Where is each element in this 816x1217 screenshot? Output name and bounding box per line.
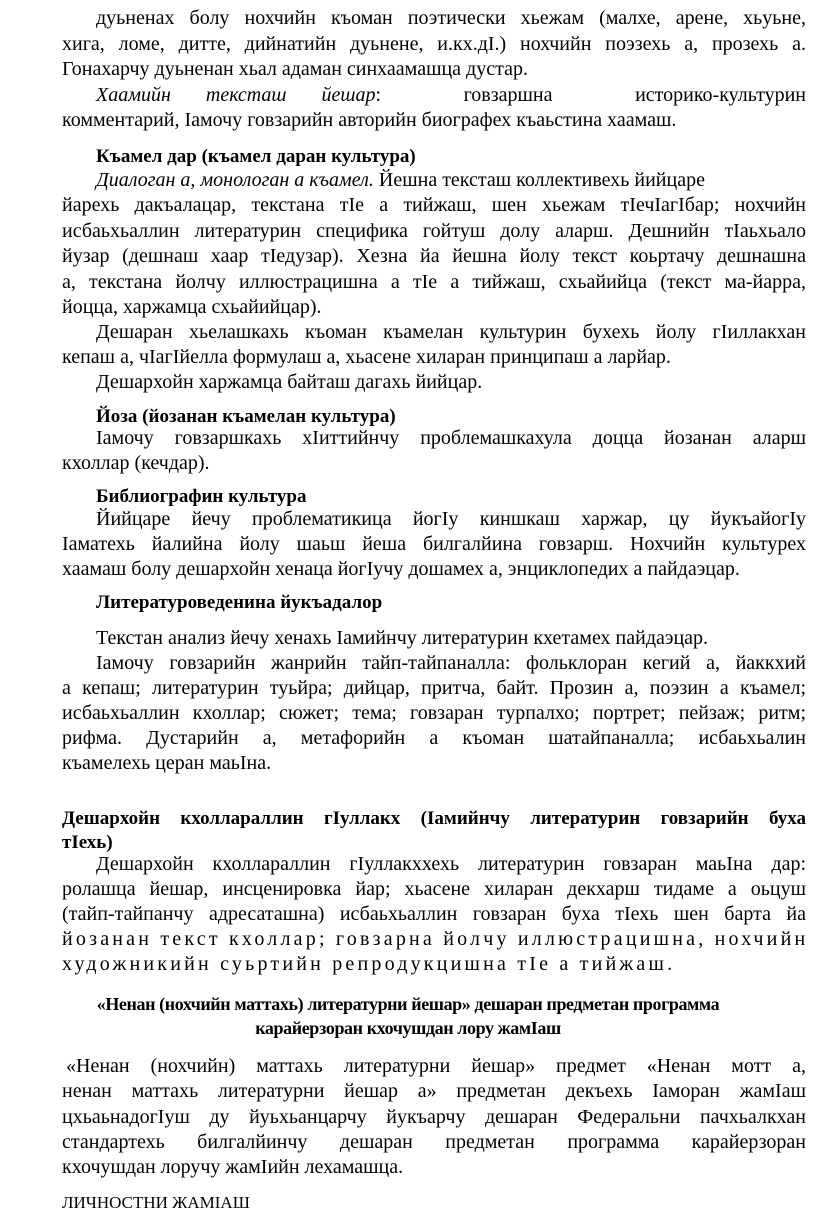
- line-text: : говзаршна историко-культурин: [375, 83, 806, 106]
- paragraph-line: кхочушдан лоручу жамIийн лехамашца.: [62, 1155, 404, 1178]
- section-heading: ЛИЧНОСТНИ ЖАМIАШ: [62, 1193, 250, 1212]
- paragraph-line: «Ненан (нохчийн) маттахь литературни йешар» предмет «Ненан мотт а,: [66, 1055, 806, 1078]
- paragraph-line: а кепаш; литературин туьйра; дийцар, притча, байт. Прозин а, поэзин а къамел;: [62, 676, 806, 699]
- paragraph-line: Йийцаре йечу проблематикица йогIу киншкаш харжар, цу йукъайогIу: [96, 507, 806, 530]
- paragraph-line: йузар (дешнаш хаар тIедузар). Хезна йа йешна йолу текст коьртачу дешнашна: [62, 244, 806, 267]
- paragraph-line: хига, ломе, дитте, дийнатийн дуьнене, и.кх.дI.) нохчийн поэзехь а, прозехь а.: [62, 32, 806, 55]
- paragraph-line: ненан маттахь литературни йешар а» предметан декъехь Iаморан жамIаш: [62, 1080, 806, 1103]
- paragraph-line: Iамочу говзарийн жанрийн тайп-тайпаналла: фольклоран кегий а, йаккхий: [96, 651, 806, 674]
- paragraph-line: кепаш а, чIагIйелла формулаш а, хьасене хиларан принципаш а ларйар.: [62, 345, 671, 368]
- section-heading: Дешархойн кхоллараллин гIуллакх (Iамийнчу литературин говзарийн буха: [62, 808, 806, 829]
- italic-term: Диалоган а, монологан а къамел.: [96, 169, 374, 192]
- paragraph-line: исбаьхьаллин кхоллар; сюжет; тема; говзаран турпалхо; портрет; пейзаж; ритм;: [62, 702, 806, 724]
- paragraph-line: художникийн суьртийн репродукцишна тIе а тийжаш.: [62, 953, 676, 975]
- paragraph-line: йозанан текст кхоллар; говзарна йолчу иллюстрацишна, нохчийн: [62, 927, 809, 950]
- paragraph-line: [96, 168, 806, 193]
- section-heading: Къамел дар (къамел даран культура): [96, 146, 416, 168]
- paragraph-line: рифма. Дустарийн а, метафорийн а къоман шатайпаналла; исбаьхьалин: [62, 727, 806, 750]
- paragraph-line: ролашца йешар, инсценировка йар; хьасене хиларан декхарш тидаме а оьцуш: [62, 877, 806, 900]
- paragraph-line: йоцца, харжамца схьайийцар).: [62, 295, 322, 318]
- italic-term: Хаамийн тексташ йешар: [96, 83, 376, 106]
- paragraph-line: Дешархойн кхоллараллин гIуллакххехь литературин говзаран маьIна дар:: [96, 852, 806, 875]
- paragraph-line: хаамаш болу дешархойн хенаца йогIучу дошамех а, энциклопедих а пайдаэцар.: [62, 557, 740, 580]
- paragraph-line: къамелехь церан маьIна.: [62, 752, 272, 775]
- section-heading: Литературоведенина йукъадалор: [96, 592, 383, 614]
- section-heading: тIехь): [62, 832, 113, 854]
- paragraph-line: йарехь дакъалацар, текстана тIе а тийжаш, шен хьежам тIечIагIбар; нохчийн: [62, 194, 806, 217]
- paragraph-line: исбаьхьаллин литературин специфика гойтуш долу аларш. Дешнийн тIаьхьало: [62, 219, 806, 242]
- paragraph-line: кхоллар (кечдар).: [62, 451, 210, 474]
- paragraph-line: [96, 83, 806, 108]
- paragraph-line: а, текстана йолчу иллюстрацишна а тIе а тийжаш, схьайийца (текст ма-йарра,: [62, 270, 806, 293]
- paragraph-line: Дешархойн харжамца байташ дагахь йийцар.: [96, 371, 483, 393]
- paragraph-line: Гонахарчу дуьненан хьал адаман синхаамашца дустар.: [62, 57, 528, 80]
- section-heading: «Ненан (нохчийн маттахь) литературни йешар» дешаран предметан программа: [96, 994, 720, 1014]
- paragraph-line: Iамочу говзаршкахь хIиттийнчу проблемашкахула доцца йозанан аларш: [96, 426, 806, 449]
- line-text: Йешна тексташ коллективехь йийцаре: [373, 169, 705, 192]
- section-heading: карайерзоран кхочушдан лору жамIаш: [255, 1018, 561, 1039]
- section-heading: Библиографин культура: [96, 486, 307, 508]
- paragraph-line: (тайп-тайпанчу адресаташна) исбаьхьаллин говзаран буха тIехь шен барта йа: [62, 902, 806, 925]
- paragraph-line: стандартехь билгалйинчу дешаран предметан программа карайерзоран: [62, 1130, 806, 1153]
- section-heading: Йоза (йозанан къамелан культура): [96, 405, 396, 427]
- paragraph-line: Дешаран хьелашкахь къоман къамелан культурин бухехь йолу гIиллакхан: [96, 320, 806, 343]
- paragraph-line: Текстан анализ йечу хенахь Iамийнчу литературин кхетамех пайдаэцар.: [96, 626, 709, 649]
- paragraph-line: Iаматехь йалийна йолу шаьш йеша билгалйина говзарш. Нохчийн культурех: [62, 532, 806, 555]
- paragraph-line: цхьаьнадогIуш ду йуьхьанцарчу йукъарчу дешаран Федеральни пачхьалкхан: [62, 1105, 806, 1128]
- paragraph-line: дуьненах болу нохчийн къоман поэтически хьежам (малхе, арене, хьуьне,: [96, 6, 806, 29]
- paragraph-line: комментарий, Iамочу говзарийн авторийн биографех къаьстина хаамаш.: [62, 108, 677, 131]
